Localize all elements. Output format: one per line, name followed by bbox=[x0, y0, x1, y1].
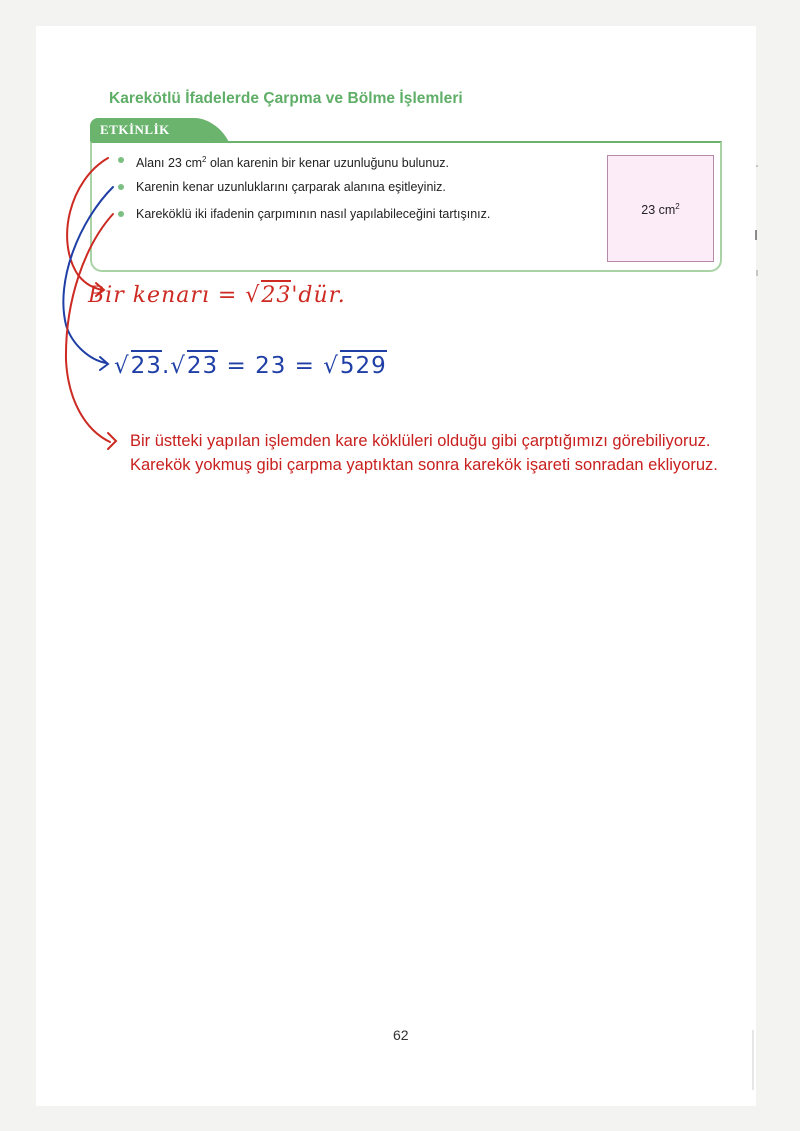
activity-tab-label: ETKİNLİK bbox=[90, 118, 208, 142]
bullet-dot-icon bbox=[118, 211, 124, 217]
bullet-dot-icon bbox=[118, 184, 124, 190]
handwritten-radicand: 23 bbox=[261, 280, 291, 308]
square-figure bbox=[607, 155, 714, 262]
activity-bullet bbox=[118, 206, 490, 233]
handwritten-prefix: Bir kenarı = bbox=[88, 283, 246, 308]
activity-bullet bbox=[118, 179, 490, 206]
handwritten-equals: = 23 = bbox=[218, 353, 324, 379]
activity-bullet-list bbox=[118, 152, 490, 233]
activity-bullet bbox=[118, 152, 490, 179]
bullet-superscript: 2 bbox=[202, 155, 207, 164]
handwritten-equation: √23.√23 = 23 = √529 bbox=[114, 350, 387, 379]
handwritten-radicand-3: 529 bbox=[340, 350, 387, 379]
bullet-text-rest: olan karenin bir kenar uzunluğunu bulunuz. bbox=[206, 156, 449, 170]
explanation-note bbox=[130, 429, 718, 477]
handwritten-radicand-1: 23 bbox=[131, 350, 162, 379]
note-line-2: Karekök yokmuş gibi çarpma yaptıktan sonra karekök işareti sonradan ekliyoruz. bbox=[130, 456, 718, 474]
handwritten-side-length: Bir kenarı = √23'dür. bbox=[88, 280, 346, 308]
page-number: 62 bbox=[393, 1027, 409, 1043]
bullet-dot-icon bbox=[118, 157, 124, 163]
handwritten-suffix: 'dür. bbox=[291, 283, 346, 308]
square-area-unit-exponent: 2 bbox=[675, 202, 680, 211]
bullet-text: Karenin kenar uzunluklarını çarparak alanına eşitleyiniz. bbox=[136, 180, 446, 194]
note-line-1: Bir üstteki yapılan işlemden kare köklüleri olduğu gibi çarptığımızı görebiliyoruz. bbox=[130, 432, 711, 450]
bullet-text: Kareköklü iki ifadenin çarpımının nasıl yapılabileceğini tartışınız. bbox=[136, 207, 491, 221]
handwritten-dot: . bbox=[161, 353, 171, 379]
handwritten-radicand-2: 23 bbox=[187, 350, 218, 379]
square-area-label bbox=[608, 202, 713, 217]
section-heading: Karekötlü İfadelerde Çarpma ve Bölme İşlemleri bbox=[109, 90, 463, 107]
square-area-value: 23 cm bbox=[641, 203, 676, 217]
bullet-text: Alanı 23 cm bbox=[136, 156, 203, 170]
